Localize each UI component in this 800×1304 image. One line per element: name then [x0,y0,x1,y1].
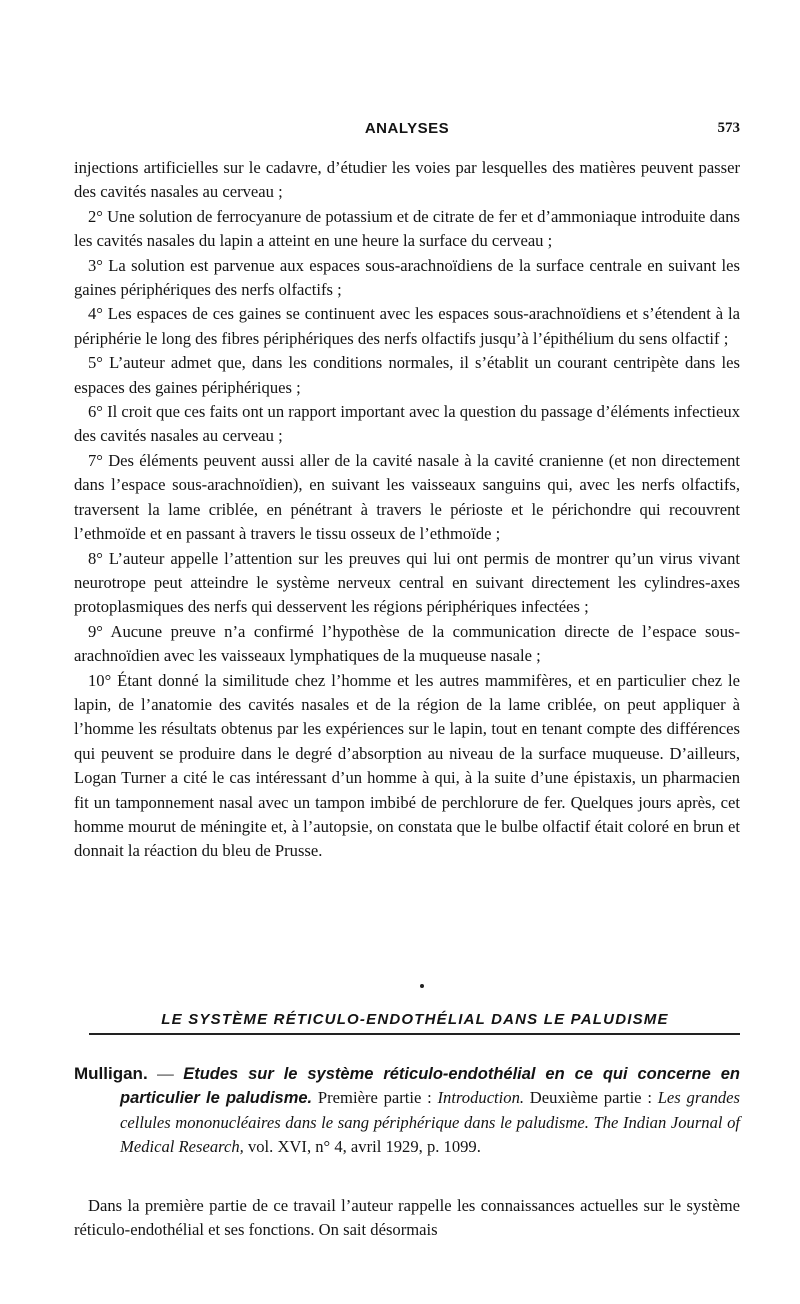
running-title: ANALYSES [364,120,450,137]
paragraph-continuation: injections artificielles sur le cadavre, d’étudier les voies par lesquelles des matières peuvent passer des cavités nasales au cerveau ; [74,158,740,202]
paragraph-item-5: 5° L’auteur admet que, dans les conditions normales, il s’établit un courant centripète dans les espaces des gaines périphériques ; [74,353,740,397]
paragraph-item-6: 6° Il croit que ces faits ont un rapport important avec la question du passage d’éléments infectieux des cavités nasales au cerveau ; [74,402,740,446]
review-body [74,1194,740,1243]
paragraph-item-4: 4° Les espaces de ces gaines se continuent avec les espaces sous-arachnoïdiens et s’étendent à la périphérie le long des fibres périphériques des nerfs olfactifs jusqu’à l’épithélium du sens olfactif ; [74,304,740,348]
paragraph-item-8: 8° L’auteur appelle l’attention sur les preuves qui lui ont permis de montrer qu’un virus vivant neurotrope peut atteindre le système nerveux central en suivant directement les cylindres-axes protoplasmiques des nerfs qui desservent les régions périphériques infectées ; [74,548,740,617]
paragraph-item-2: 2° Une solution de ferrocyanure de potassium et de citrate de fer et d’ammoniaque introduite dans les cavités nasales du lapin a atteint en une heure la surface du cerveau ; [74,206,740,251]
paragraph-item-10: 10° Étant donné la similitude chez l’homme et les autres mammifères, et en particulier chez le lapin, de l’anatomie des cavités nasales et de la région de la lame criblée, on peut appliquer à l’homme les résultats obtenus par les expériences sur le lapin, tout en tenant compte des différences qui peuvent se produire dans le degré d’absorption au niveau de la surface muqueuse. D’ailleurs, Logan Turner a cité le cas intéressant d’un homme à qui, à la suite d’une épistaxis, un pharmacien fit un tamponnement nasal avec un tampon imbibé de perchlorure de fer. Quelques jours après, cet homme mourut de méningite et, à l’autopsie, on constata que le bulbe olfactif était coloré en brun et donnait la réaction du bleu de Prusse. [74,670,740,861]
separator-dot [420,984,424,988]
page-number: 573 [717,120,740,136]
paragraph-item-7: 7° Des éléments peuvent aussi aller de la cavité nasale à la cavité cranienne (et non directement dans l’espace sous-arachnoïdien), en suivant les vaisseaux sanguins qui, avec les nerfs olfactifs, traversent la lame criblée, en pénétrant à travers le périoste et le périchondre qui recouvrent l’ethmoïde et en passant à travers le tissu osseux de l’ethmoïde ; [74,450,740,544]
paragraph-item-9: 9° Aucune preuve n’a confirmé l’hypothèse de la communication directe de l’espace sous-arachnoïdien avec les vaisseaux lymphatiques de la muqueuse nasale ; [74,621,740,666]
reference-dash: — [147,1064,184,1083]
paragraph-item-3: 3° La solution est parvenue aux espaces sous-arachnoïdiens de la surface centrale en suivant les gaines périphériques des nerfs olfactifs ; [74,255,740,300]
analysis-body [74,156,740,864]
bibliographic-reference [74,1062,740,1160]
reference-citation: vol. XVI, n° 4, avril 1929, p. 1099. [243,1137,481,1157]
reference-part2-title: Les grandes cellules mononucléaires dans le sang périphérique dans le paludisme. The Indian Journal of Medical Research, [120,1088,740,1157]
section-heading-underline [89,1033,740,1035]
reference-part1-label: Première partie : [312,1088,438,1108]
reference-part1-title: Introduction. [437,1088,525,1108]
review-paragraph: Dans la première partie de ce travail l’auteur rappelle les connaissances actuelles sur le système réticulo-endothélial et ses fonctions. On sait désormais [74,1196,740,1240]
reference-title: Etudes sur le système réticulo-endothélial en ce qui concerne en particulier le paludisme. [120,1065,741,1108]
section-heading: LE SYSTÈME RÉTICULO-ENDOTHÉLIAL DANS LE PALUDISME [161,1011,669,1028]
reference-author: Mulligan. [74,1064,148,1083]
running-header [74,120,740,142]
reference-part2-label: Deuxième partie : [524,1088,658,1108]
